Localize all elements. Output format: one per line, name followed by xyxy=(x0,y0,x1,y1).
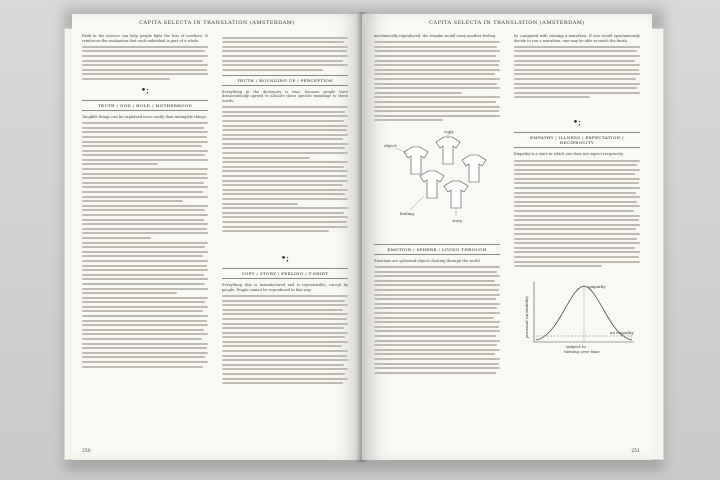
tshirt-diagram xyxy=(374,130,500,230)
text-block xyxy=(374,266,500,374)
graph-label-no-empathy: no empathy xyxy=(610,329,634,335)
section-mark: •; xyxy=(572,118,582,129)
graph-label-time: turning over time xyxy=(564,348,600,354)
paragraph: Tangible things can be explained more easily than intangible things. xyxy=(82,114,207,119)
section-title: TRUTH / GOD / HOLD / MOTHERHOOD xyxy=(82,100,208,111)
left-column-2 xyxy=(222,34,348,442)
paragraph: mechanically reproduced, the remake would carry another feeling. xyxy=(374,34,497,38)
section-title: EMOTION / SPHERE / LIVING THROUGH xyxy=(374,244,500,255)
graph-label-subject: subject to xyxy=(566,343,586,349)
section-title: EMPATHY / ILLNESS / EXPECTATION / RECIPROCITY xyxy=(514,132,640,148)
text-block xyxy=(82,122,208,367)
tshirt-copy-shape xyxy=(436,137,460,164)
label-object: object xyxy=(384,142,397,148)
text-block xyxy=(514,46,640,99)
paragraph: Emotions are spherical objects floating through the world. xyxy=(374,258,481,263)
leader-line xyxy=(410,196,424,210)
paragraph: Everything in the dictionary is true, because people have democratically agreed to allocate these specific meanings to these words. xyxy=(222,89,348,103)
right-column-2 xyxy=(514,34,640,442)
running-head-left: CAPITA SELECTA IN TRANSLATION (AMSTERDAM) xyxy=(139,20,295,26)
text-block xyxy=(222,106,348,232)
page-stack-right xyxy=(650,28,664,460)
page-number-left: 250 xyxy=(82,449,91,454)
right-column-1 xyxy=(374,34,500,442)
section-mark: •; xyxy=(140,85,150,96)
right-page xyxy=(362,14,652,460)
section-mark: •; xyxy=(280,254,290,265)
section-title: TRUTH / ROUNDING UP / PERCEPTION xyxy=(222,75,348,86)
tshirt-object-shape xyxy=(404,147,428,174)
graph-label-axis: personal (in)stability xyxy=(524,295,529,338)
paragraph: Empathy is a state in which one does not expect reciprocity. xyxy=(514,152,624,157)
running-head-right: CAPITA SELECTA IN TRANSLATION (AMSTERDAM) xyxy=(429,20,585,26)
text-block xyxy=(222,37,348,71)
tshirt-right-shape xyxy=(462,155,486,182)
graph-label-empathy: empathy xyxy=(588,283,606,289)
tshirt-feeling-shape xyxy=(420,171,444,198)
paragraph: be compared with running a marathon. If one would spontaneously decide to run a marathon, one may be able to reach the finish. xyxy=(514,34,640,43)
tshirt-story-shape xyxy=(444,181,468,208)
text-block xyxy=(374,41,500,121)
label-feeling: feeling xyxy=(400,210,414,216)
page-number-right: 251 xyxy=(631,449,640,454)
text-block xyxy=(82,46,208,80)
label-copy: copy xyxy=(444,129,454,134)
label-story: story xyxy=(452,217,463,223)
paragraph: Faith in the science can help people fight the fear of nowhere. It reinforces the realization that each individual is part of a whole. xyxy=(82,34,208,43)
left-page xyxy=(72,14,362,460)
text-block xyxy=(222,295,348,384)
paragraph: Everything that is manufactured and is reproducible, except by people. People cannot be reproduced in this way. xyxy=(222,283,348,292)
empathy-graph xyxy=(514,276,640,356)
section-title: COPY / STORY / FEELING / T-SHIRT xyxy=(222,268,348,279)
left-column-1 xyxy=(82,34,208,442)
text-block xyxy=(514,160,640,268)
